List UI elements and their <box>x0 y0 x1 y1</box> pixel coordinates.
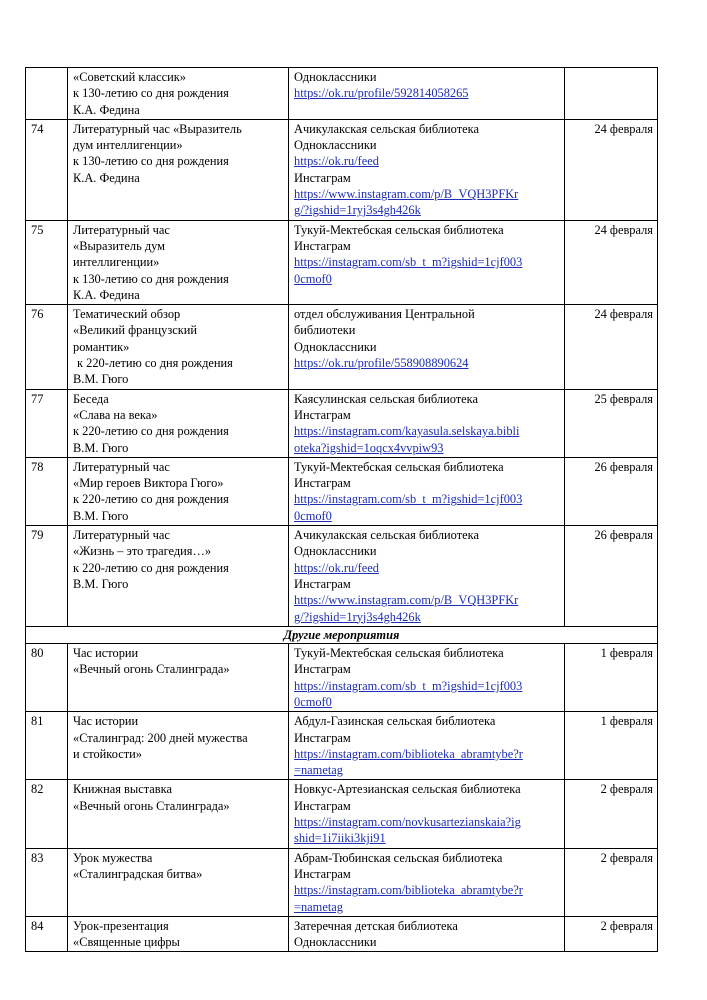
event-cell <box>68 712 289 780</box>
event-line: В.М. Гюго <box>73 508 129 523</box>
event-line: к 220-летию со дня рождения <box>73 560 229 575</box>
link-line[interactable]: https://www.instagram.com/p/B_VQH3PFKr <box>294 187 519 202</box>
link-line[interactable]: https://instagram.com/biblioteka_abramtybe?r <box>294 746 523 761</box>
link-line[interactable]: 0cmof0 <box>294 694 332 709</box>
date-cell: 2 февраля <box>565 780 658 848</box>
event-line: дум интеллигенции» <box>73 138 183 153</box>
venue-line: Ачикулакская сельская библиотека <box>294 121 479 136</box>
event-line: Книжная выставка <box>73 782 172 797</box>
event-line: «Советский классик» <box>73 70 186 84</box>
venue-cell <box>289 780 565 848</box>
link-line[interactable]: 0cmof0 <box>294 508 332 523</box>
event-line: В.М. Гюго <box>73 576 129 591</box>
venue-line: Абрам-Тюбинская сельская библиотека <box>294 850 503 865</box>
event-line: романтик» <box>73 339 130 354</box>
venue-cell <box>289 712 565 780</box>
event-line: «Сталинград: 200 дней мужества <box>73 730 248 745</box>
venue-line: Абдул-Газинская сельская библиотека <box>294 714 496 729</box>
event-line: «Вечный огонь Сталинграда» <box>73 662 230 677</box>
link-line[interactable]: 0cmof0 <box>294 271 332 286</box>
row-number: 82 <box>26 780 68 848</box>
venue-cell <box>289 916 565 952</box>
table-row <box>26 712 658 780</box>
event-cell <box>68 916 289 952</box>
table-row <box>26 389 658 457</box>
date-cell: 24 февраля <box>565 119 658 220</box>
row-number: 78 <box>26 457 68 525</box>
venue-cell <box>289 119 565 220</box>
event-line: «Вечный огонь Сталинграда» <box>73 798 230 813</box>
row-number <box>26 68 68 120</box>
event-line: «Выразитель дум <box>73 238 166 253</box>
row-number: 77 <box>26 389 68 457</box>
date-cell: 24 февраля <box>565 220 658 304</box>
event-cell <box>68 389 289 457</box>
event-line: «Великий французский <box>73 323 198 338</box>
date-cell: 1 февраля <box>565 712 658 780</box>
event-line: Урок мужества <box>73 850 153 865</box>
link-line[interactable]: g/?igshid=1ryj3s4gh426k <box>294 609 421 624</box>
link-line[interactable]: https://instagram.com/kayasula.selskaya.bibli <box>294 424 520 439</box>
link-line[interactable]: =nametag <box>294 899 343 914</box>
venue-cell <box>289 389 565 457</box>
table-row <box>26 848 658 916</box>
venue-line: Инстаграм <box>294 662 351 677</box>
event-line: К.А. Федина <box>73 170 140 185</box>
link-line[interactable]: https://ok.ru/feed <box>294 154 379 169</box>
date-cell: 25 февраля <box>565 389 658 457</box>
date-cell: 1 февраля <box>565 644 658 712</box>
row-number: 79 <box>26 526 68 627</box>
events-table <box>25 67 658 952</box>
event-line: к 130-летию со дня рождения <box>73 271 229 286</box>
venue-line: Каясулинская сельская библиотека <box>294 391 478 406</box>
event-line: Литературный час <box>73 528 170 543</box>
section-row <box>26 626 658 643</box>
venue-line: Новкус-Артезианская сельская библиотека <box>294 782 521 797</box>
venue-line: Одноклассники <box>294 339 377 354</box>
venue-line: Тукуй-Мектебская сельская библиотека <box>294 646 504 661</box>
link-line[interactable]: oteka?igshid=1oqcx4vvpiw93 <box>294 440 444 455</box>
event-line: «Сталинградская битва» <box>73 866 203 881</box>
event-cell <box>68 68 289 120</box>
venue-line: Одноклассники <box>294 935 377 950</box>
table-row <box>26 68 658 120</box>
section-title: Другие мероприятия <box>26 626 658 643</box>
event-line: «Священные цифры <box>73 935 180 950</box>
venue-line: Инстаграм <box>294 238 351 253</box>
link-line[interactable]: https://instagram.com/sb_t_m?igshid=1cjf003 <box>294 255 523 270</box>
event-line: В.М. Гюго <box>73 372 129 387</box>
venue-line: библиотеки <box>294 323 356 338</box>
event-line: Литературный час <box>73 459 170 474</box>
venue-line: Тукуй-Мектебская сельская библиотека <box>294 459 504 474</box>
event-cell <box>68 305 289 389</box>
event-line: интеллигенции» <box>73 255 160 270</box>
venue-cell <box>289 457 565 525</box>
row-number: 76 <box>26 305 68 389</box>
date-cell: 26 февраля <box>565 457 658 525</box>
event-line: «Мир героев Виктора Гюго» <box>73 476 224 491</box>
event-cell <box>68 119 289 220</box>
event-line: к 130-летию со дня рождения <box>73 154 229 169</box>
link-line[interactable]: https://instagram.com/novkusartezianskaia?ig <box>294 815 521 830</box>
venue-line: Инстаграм <box>294 798 351 813</box>
event-line: К.А. Федина <box>73 102 140 117</box>
venue-line: Инстаграм <box>294 730 351 745</box>
venue-line: Инстаграм <box>294 476 351 491</box>
venue-line: Одноклассники <box>294 138 377 153</box>
link-line[interactable]: https://www.instagram.com/p/B_VQH3PFKr <box>294 593 519 608</box>
date-cell: 2 февраля <box>565 916 658 952</box>
date-cell: 24 февраля <box>565 305 658 389</box>
date-cell <box>565 68 658 120</box>
row-number: 74 <box>26 119 68 220</box>
table-row <box>26 119 658 220</box>
event-line: к 130-летию со дня рождения <box>73 86 229 101</box>
venue-cell <box>289 644 565 712</box>
row-number: 83 <box>26 848 68 916</box>
venue-cell <box>289 305 565 389</box>
event-line: «Жизнь – это трагедия…» <box>73 544 212 559</box>
venue-cell <box>289 848 565 916</box>
venue-line: Инстаграм <box>294 407 351 422</box>
table-row <box>26 780 658 848</box>
venue-line: Инстаграм <box>294 576 351 591</box>
venue-line: Ачикулакская сельская библиотека <box>294 528 479 543</box>
table-row <box>26 644 658 712</box>
link-line[interactable]: https://instagram.com/biblioteka_abramtybe?r <box>294 883 523 898</box>
event-line: Час истории <box>73 646 139 661</box>
table-row <box>26 220 658 304</box>
link-line[interactable]: https://ok.ru/profile/558908890624 <box>294 356 469 371</box>
venue-line: Затеречная детская библиотека <box>294 918 458 933</box>
event-line: К.А. Федина <box>73 287 140 302</box>
event-line: Литературный час <box>73 222 170 237</box>
venue-cell <box>289 526 565 627</box>
event-line: В.М. Гюго <box>73 440 129 455</box>
event-line: Час истории <box>73 714 139 729</box>
event-line: и стойкости» <box>73 746 142 761</box>
event-line: к 220-летию со дня рождения <box>77 356 233 371</box>
venue-line: Одноклассники <box>294 70 377 84</box>
venue-line: Инстаграм <box>294 866 351 881</box>
event-cell <box>68 644 289 712</box>
venue-line: Тукуй-Мектебская сельская библиотека <box>294 222 504 237</box>
link-line[interactable]: =nametag <box>294 763 343 778</box>
row-number: 80 <box>26 644 68 712</box>
row-number: 75 <box>26 220 68 304</box>
table-row <box>26 305 658 389</box>
event-line: «Слава на века» <box>73 407 158 422</box>
event-line: Беседа <box>73 391 109 406</box>
event-line: к 220-летию со дня рождения <box>73 424 229 439</box>
table-row <box>26 457 658 525</box>
table-row <box>26 916 658 952</box>
event-cell <box>68 220 289 304</box>
row-number: 81 <box>26 712 68 780</box>
date-cell: 2 февраля <box>565 848 658 916</box>
link-line[interactable]: shid=1i7iiki3kji91 <box>294 831 386 846</box>
link-line[interactable]: https://ok.ru/profile/592814058265 <box>294 86 469 101</box>
link-line[interactable]: https://instagram.com/sb_t_m?igshid=1cjf003 <box>294 492 523 507</box>
link-line[interactable]: g/?igshid=1ryj3s4gh426k <box>294 203 421 218</box>
link-line[interactable]: https://instagram.com/sb_t_m?igshid=1cjf003 <box>294 678 523 693</box>
venue-cell <box>289 220 565 304</box>
event-line: Урок-презентация <box>73 918 169 933</box>
event-cell <box>68 848 289 916</box>
venue-line: отдел обслуживания Центральной <box>294 307 475 322</box>
event-line: к 220-летию со дня рождения <box>73 492 229 507</box>
venue-line: Инстаграм <box>294 170 351 185</box>
link-line[interactable]: https://ok.ru/feed <box>294 560 379 575</box>
table-row <box>26 526 658 627</box>
date-cell: 26 февраля <box>565 526 658 627</box>
event-cell <box>68 526 289 627</box>
event-cell <box>68 780 289 848</box>
row-number: 84 <box>26 916 68 952</box>
venue-line: Одноклассники <box>294 544 377 559</box>
event-line: Тематический обзор <box>73 307 181 322</box>
venue-cell <box>289 68 565 120</box>
event-line: Литературный час «Выразитель <box>73 121 242 136</box>
event-cell <box>68 457 289 525</box>
